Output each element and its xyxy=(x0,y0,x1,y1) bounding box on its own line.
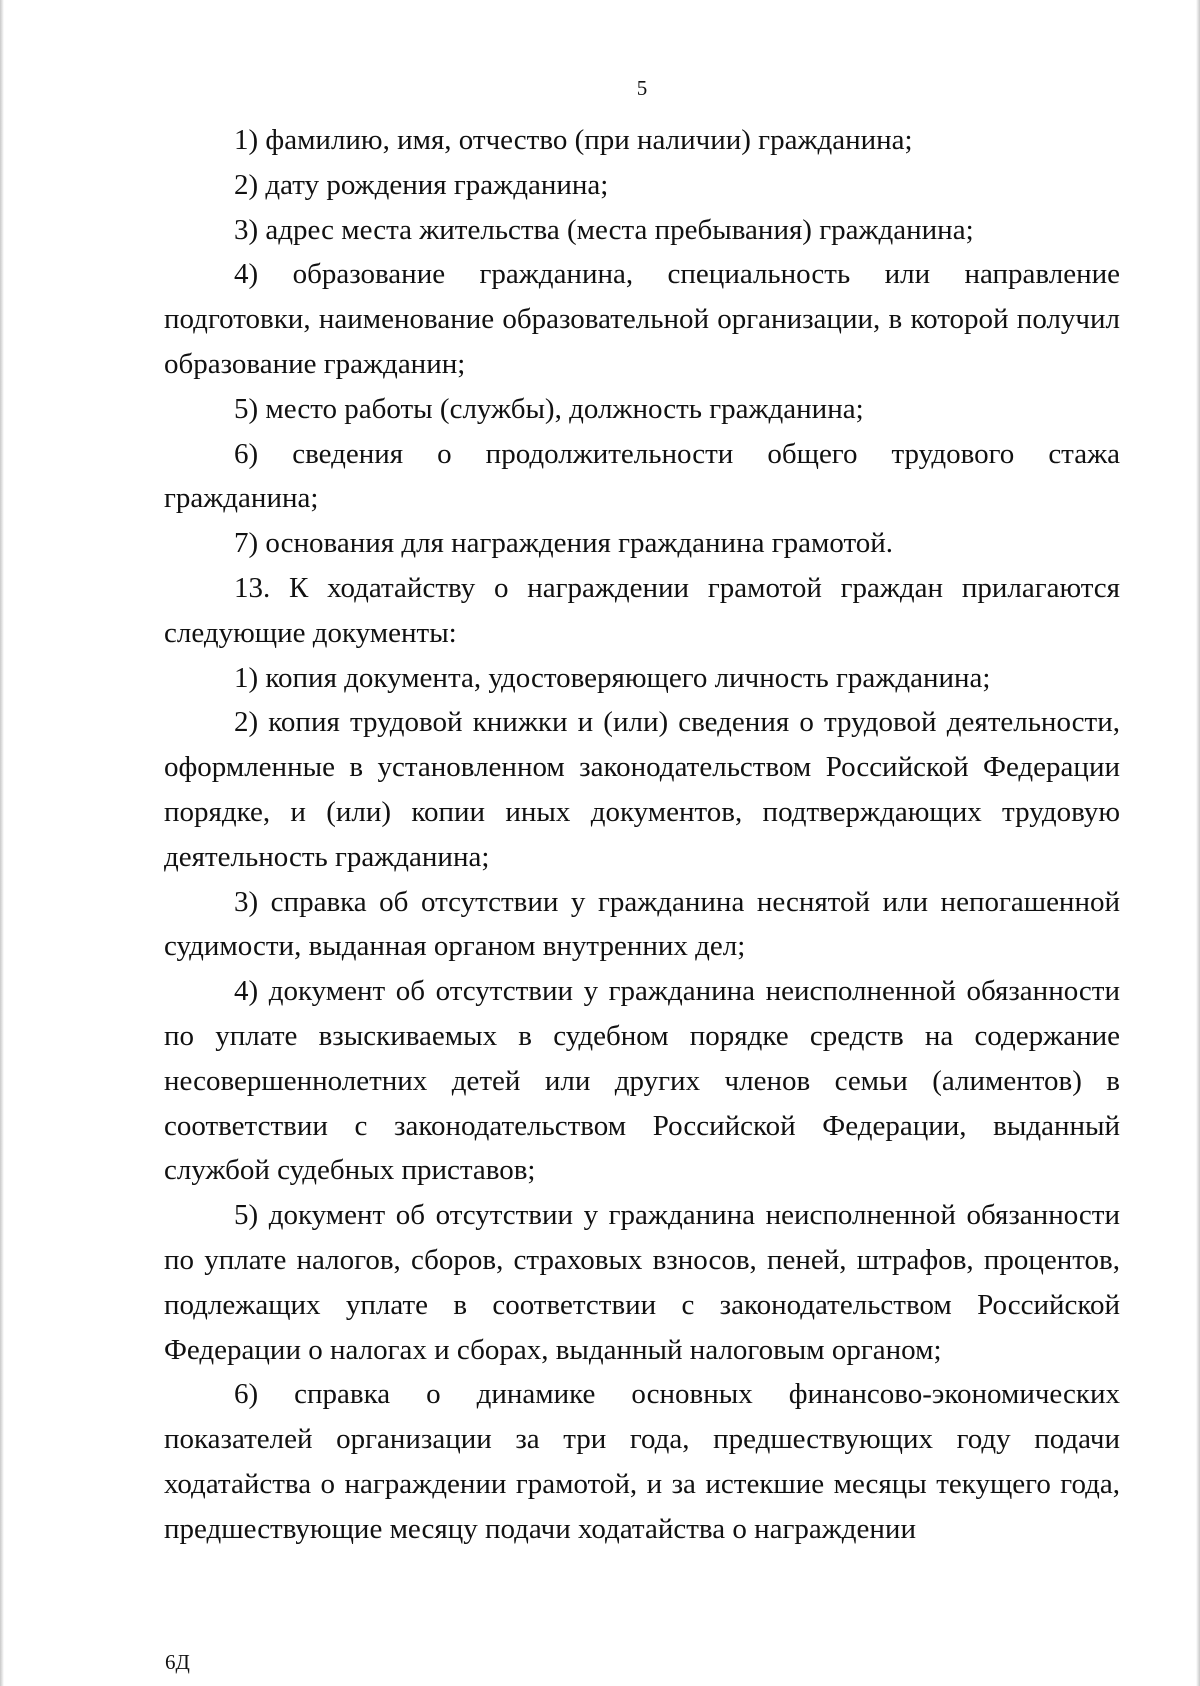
list-item-education: 4) образование гражданина, специальность или направление подготовки, наименование образовательной организации, в которой получил образование гражданин; xyxy=(164,258,1120,380)
list-item-award-grounds: 7) основания для награждения гражданина грамотой. xyxy=(234,527,893,560)
document-item-financial-dynamics: 6) справка о динамике основных финансово-экономических показателей организации за три года, предшествующих году подачи ходатайства о награждении грамотой, и за истекшие месяцы текущего года, предшествующие месяцу подачи ходатайства о награждении xyxy=(164,1378,1120,1545)
document-item-taxes: 5) документ об отсутствии у гражданина неисполненной обязанности по уплате налогов, сборов, страховых взносов, пеней, штрафов, процентов, подлежащих уплате в соответствии с законодательством Российской Федерации о налогах и сборах, выданный налоговым органом; xyxy=(164,1199,1120,1366)
document-item-employment-record: 2) копия трудовой книжки и (или) сведения о трудовой деятельности, оформленные в установленном законодательством Российской Федерации порядке, и (или) копии иных документов, подтверждающих трудовую деятельность гражданина; xyxy=(164,706,1120,873)
document-item-id-copy: 1) копия документа, удостоверяющего личность гражданина; xyxy=(234,661,991,694)
page-number: 5 xyxy=(636,76,648,100)
page-edge-left xyxy=(0,0,4,1686)
list-item-work-experience: 6) сведения о продолжительности общего трудового стажа гражданина; xyxy=(164,437,1120,515)
document-item-criminal-record: 3) справка об отсутствии у гражданина неснятой или непогашенной судимости, выданная органом внутренних дел; xyxy=(164,885,1120,963)
document-body xyxy=(164,118,1120,1552)
document-item-alimony: 4) документ об отсутствии у гражданина неисполненной обязанности по уплате взыскиваемых в судебном порядке средств на содержание несовершеннолетних детей или других членов семьи (алиментов) в соответствии с законодательством Российской Федерации, выданный службой судебных приставов; xyxy=(164,975,1120,1187)
list-item-address: 3) адрес места жительства (места пребывания) гражданина; xyxy=(234,213,974,246)
list-item-surname: 1) фамилию, имя, отчество (при наличии) гражданина; xyxy=(234,124,913,156)
page-edge-right xyxy=(1196,0,1200,1686)
list-item-birth-date: 2) дату рождения гражданина; xyxy=(234,168,609,201)
list-item-workplace: 5) место работы (службы), должность гражданина; xyxy=(234,392,864,425)
footer-code: 6Д xyxy=(165,1650,190,1674)
clause-13-heading: 13. К ходатайству о награждении грамотой граждан прилагаются следующие документы: xyxy=(164,571,1120,649)
